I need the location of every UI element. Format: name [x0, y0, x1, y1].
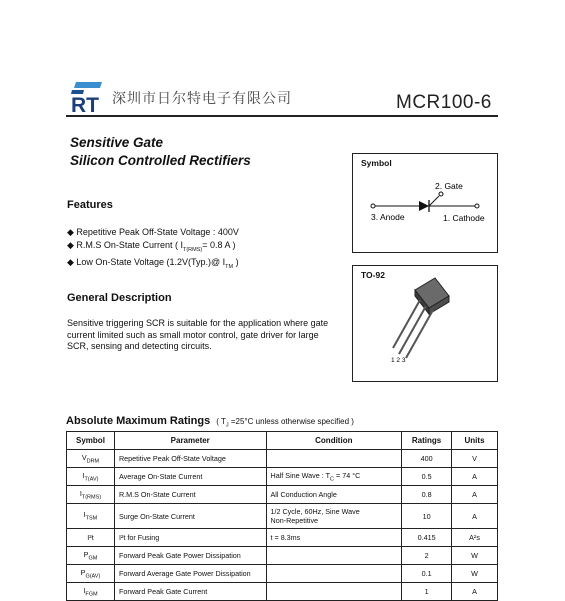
- unit-cell: A: [452, 583, 498, 601]
- unit-cell: A²s: [452, 529, 498, 547]
- parameter-cell: Forward Peak Gate Power Dissipation: [114, 547, 266, 565]
- symbol-box: [352, 153, 498, 253]
- table-row: [67, 547, 498, 565]
- title-line-1: Sensitive Gate: [70, 135, 164, 150]
- ratings-table: [66, 431, 498, 601]
- symbol-cell: $I_{T(AV)}$: [67, 468, 115, 486]
- company-name: 深圳市日尔特电子有限公司: [112, 91, 292, 107]
- ratings-title: Absolute Maximum Ratings ( $T_J =25^\circ C$ unless otherwise specified ): [66, 415, 354, 429]
- rating-cell: 2: [402, 547, 452, 565]
- feature-item-1: ◆ Repetitive Peak Off-State Voltage : 400V: [67, 227, 239, 237]
- condition-cell: [266, 583, 402, 601]
- rating-cell: 0.1: [402, 565, 452, 583]
- unit-cell: A: [452, 468, 498, 486]
- unit-cell: W: [452, 547, 498, 565]
- symbol-label: Symbol: [361, 158, 392, 168]
- logo-text: RT: [71, 94, 99, 114]
- col-header: Parameter: [114, 432, 266, 450]
- col-header: Condition: [266, 432, 402, 450]
- feature-item-3: ◆ Low On-State Voltage (1.2V(Typ.)@ $I_{TM}$ ): [67, 256, 239, 270]
- description-text: Sensitive triggering SCR is suitable for the application where gate current limited such as small motor control, gate driver for large SCR, sensing and detecting circuits.: [67, 318, 329, 351]
- symbol-cell: $P_{G(AV)}$: [67, 565, 115, 583]
- header-rule: [66, 115, 498, 117]
- condition-cell: [266, 450, 402, 468]
- symbol-cell: $I_{FGM}$: [67, 583, 115, 601]
- rating-cell: 0.415: [402, 529, 452, 547]
- symbol-cell: $I_{T(RMS)}$: [67, 486, 115, 504]
- symbol-cell: $I_{TSM}$: [67, 504, 115, 529]
- table-row: [67, 504, 498, 529]
- table-row: [67, 529, 498, 547]
- parameter-cell: Average On-State Current: [114, 468, 266, 486]
- condition-cell: All Conduction Angle: [266, 486, 402, 504]
- rating-cell: 1: [402, 583, 452, 601]
- scr-symbol-icon: [353, 154, 497, 252]
- rt-logo: [70, 80, 104, 114]
- feature-item-2: ◆ R.M.S On-State Current ( $I_{T(RMS)}= 0.8$ A ): [67, 239, 236, 253]
- condition-cell: 1/2 Cycle, 60Hz, Sine Wave Non-Repetitive: [266, 504, 402, 529]
- unit-cell: W: [452, 565, 498, 583]
- parameter-cell: Repetitive Peak Off-State Voltage: [114, 450, 266, 468]
- table-row: [67, 583, 498, 601]
- pin-numbers: 1 2 3: [391, 357, 406, 364]
- package-label: TO-92: [361, 270, 385, 280]
- rating-cell: 10: [402, 504, 452, 529]
- unit-cell: V: [452, 450, 498, 468]
- condition-cell: t = 8.3ms: [266, 529, 402, 547]
- unit-cell: A: [452, 504, 498, 529]
- symbol-cell: I²t: [67, 529, 115, 547]
- table-row: [67, 486, 498, 504]
- rating-cell: 0.5: [402, 468, 452, 486]
- parameter-cell: I²t for Fusing: [114, 529, 266, 547]
- parameter-cell: Forward Peak Gate Current: [114, 583, 266, 601]
- unit-cell: A: [452, 486, 498, 504]
- condition-cell: Half Sine Wave : $T_C = 74$ °C: [266, 468, 402, 486]
- parameter-cell: Surge On-State Current: [114, 504, 266, 529]
- package-box: [352, 265, 498, 382]
- features-heading: Features: [67, 199, 113, 211]
- part-number: MCR100-6: [396, 92, 492, 113]
- rating-cell: 0.8: [402, 486, 452, 504]
- product-title: [70, 134, 251, 170]
- table-header-row: [67, 432, 498, 450]
- gate-label: 2. Gate: [435, 181, 463, 191]
- parameter-cell: R.M.S On-State Current: [114, 486, 266, 504]
- table-row: [67, 565, 498, 583]
- symbol-cell: $V_{DRM}$: [67, 450, 115, 468]
- symbol-cell: $P_{GM}$: [67, 547, 115, 565]
- description-heading: General Description: [67, 292, 172, 304]
- col-header: Symbol: [67, 432, 115, 450]
- rating-cell: 400: [402, 450, 452, 468]
- col-header: Units: [452, 432, 498, 450]
- cathode-label: 1. Cathode: [443, 213, 485, 223]
- title-line-2: Silicon Controlled Rectifiers: [70, 153, 251, 168]
- ratings-note: ( $T_J =25^\circ C$ unless otherwise specified ): [216, 417, 354, 429]
- parameter-cell: Forward Average Gate Power Dissipation: [114, 565, 266, 583]
- col-header: Ratings: [402, 432, 452, 450]
- anode-label: 3. Anode: [371, 212, 405, 222]
- to92-package-icon: [353, 266, 497, 381]
- table-row: [67, 450, 498, 468]
- table-row: [67, 468, 498, 486]
- condition-cell: [266, 565, 402, 583]
- features-list: [67, 226, 239, 273]
- condition-cell: [266, 547, 402, 565]
